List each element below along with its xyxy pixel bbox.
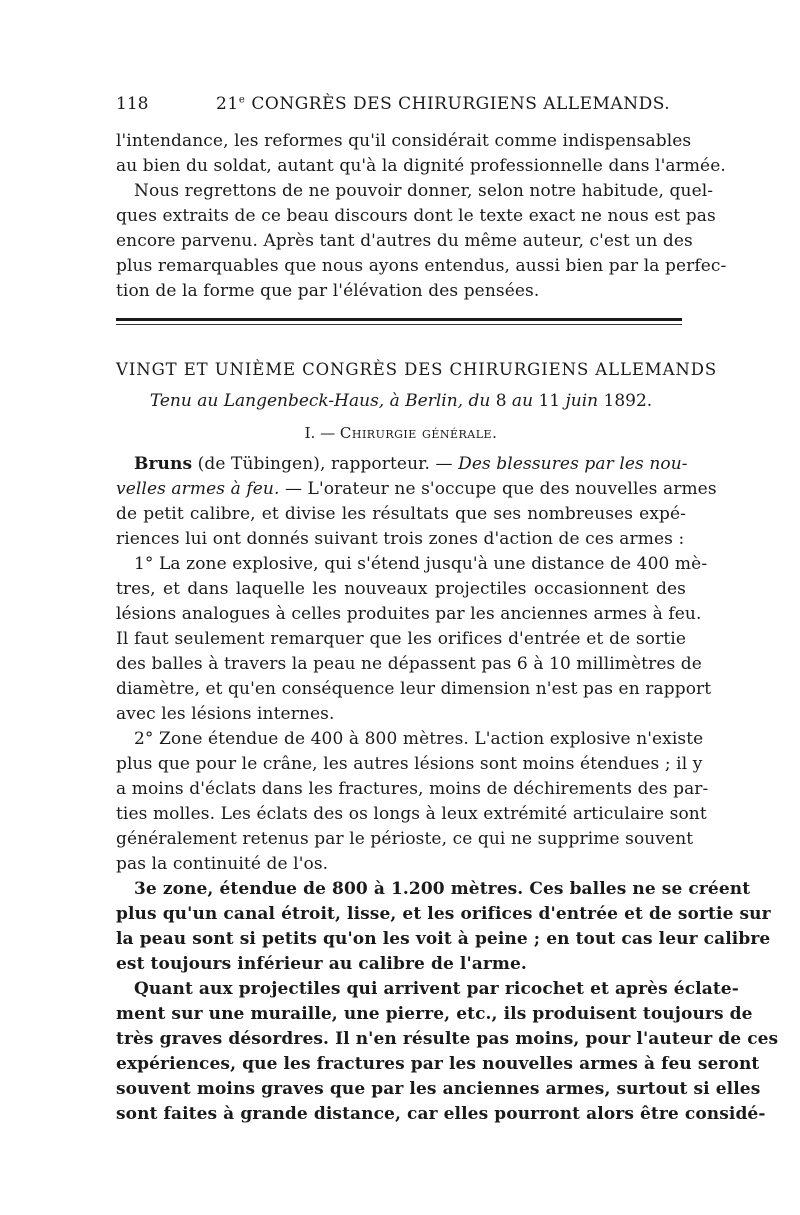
separator-rule-thin [116,324,682,325]
text-line: plus que pour le crâne, les autres lésions sont moins étendues ; il y [116,754,703,774]
subtitle-part: juin [560,391,604,411]
text-line: ties molles. Les éclats des os longs à leux extrémité articulaire sont [116,804,707,824]
text-line: lésions analogues à celles produites par les anciennes armes à feu. [116,604,702,624]
subtitle-day: 8 [495,391,507,411]
text-line: a moins d'éclats dans les fractures, moins de déchirements des par- [116,779,709,799]
speaker-name: Bruns [134,454,193,474]
subtitle-part: Tenu au Langenbeck-Haus, à Berlin, du [149,391,496,411]
section-title: Chirurgie générale. [339,424,498,442]
text-line: ques extraits de ce beau discours dont le texte exact ne nous est pas [116,206,716,226]
topic-title: Des blessures par les nou- [458,454,688,474]
text-line: tres, et dans laquelle les nouveaux projectiles occasionnent des [116,579,686,599]
text-line: diamètre, et qu'en conséquence leur dimension n'est pas en rapport [116,679,712,699]
section-heading [116,424,686,442]
text-line [116,477,717,502]
text-line [116,452,686,477]
text-line: 2° Zone étendue de 400 à 800 mètres. L'action explosive n'existe [134,729,704,749]
text-line: tion de la forme que par l'élévation des pensées. [116,281,540,301]
article-subtitle [116,391,686,411]
text-line: ment sur une muraille, une pierre, etc., ils produisent toujours de [116,1004,753,1024]
text-line: plus remarquables que nous ayons entendus, aussi bien par la perfec- [116,256,727,276]
text-line: généralement retenus par le périoste, ce qui ne supprime souvent [116,829,694,849]
running-header [116,94,686,120]
text-line: est toujours inférieur au calibre de l'arme. [116,954,527,974]
subtitle-year: 1892. [603,391,653,411]
text-line: souvent moins graves que par les anciennes armes, surtout si elles [116,1079,761,1099]
text-line: l'intendance, les reformes qu'il considérait comme indispensables [116,131,692,151]
text-line: 3e zone, étendue de 800 à 1.200 mètres. Ces balles ne se créent [134,879,751,899]
subtitle-part: au [506,391,539,411]
text-line: de petit calibre, et divise les résultats que ses nombreuses expé- [116,504,686,524]
text-line: Quant aux projectiles qui arrivent par ricochet et après éclate- [134,979,739,999]
text-line: encore parvenu. Après tant d'autres du même auteur, c'est un des [116,231,693,251]
text-line: avec les lésions internes. [116,704,335,724]
text-run: — L'orateur ne s'occupe que des nouvelles armes [279,479,717,499]
text-line: plus qu'un canal étroit, lisse, et les orifices d'entrée et de sortie sur [116,904,771,924]
page-number: 118 [116,94,149,114]
previous-article-text [116,129,727,304]
text-line: au bien du soldat, autant qu'à la dignité professionnelle dans l'armée. [116,156,726,176]
text-line: des balles à travers la peau ne dépassent pas 6 à 10 millimètres de [116,654,702,674]
running-head-title [216,94,670,114]
running-head-text: CONGRÈS DES CHIRURGIENS ALLEMANDS. [251,94,671,114]
article-title: VINGT ET UNIÈME CONGRÈS DES CHIRURGIENS ALLEMANDS [116,360,718,379]
text-line: Nous regrettons de ne pouvoir donner, selon notre habitude, quel- [134,181,714,201]
text-line: très graves désordres. Il n'en résulte pas moins, pour l'auteur de ces [116,1029,779,1049]
text-line: sont faites à grande distance, car elles pourront alors être considé- [116,1104,766,1124]
running-head-ordinal: 21 [216,94,239,114]
text-line: pas la continuité de l'os. [116,854,329,874]
article-body [116,452,717,877]
text-line: la peau sont si petits qu'on les voit à peine ; en tout cas leur calibre [116,929,771,949]
topic-title-cont: velles armes à feu. [116,479,280,499]
separator-rule-thick [116,318,682,321]
text-line: 1° La zone explosive, qui s'étend jusqu'à une distance de 400 mè- [134,554,708,574]
subtitle-day: 11 [538,391,561,411]
section-number: I. — [304,424,336,442]
speaker-info: (de Tübingen), rapporteur. — [192,454,459,474]
text-line: expériences, que les fractures par les nouvelles armes à feu seront [116,1054,760,1074]
article-body-continued [116,877,779,1127]
text-line: Il faut seulement remarquer que les orifices d'entrée et de sortie [116,629,686,649]
text-line: riences lui ont donnés suivant trois zones d'action de ces armes : [116,529,685,549]
running-head-ordinal-suffix: e [238,94,246,106]
